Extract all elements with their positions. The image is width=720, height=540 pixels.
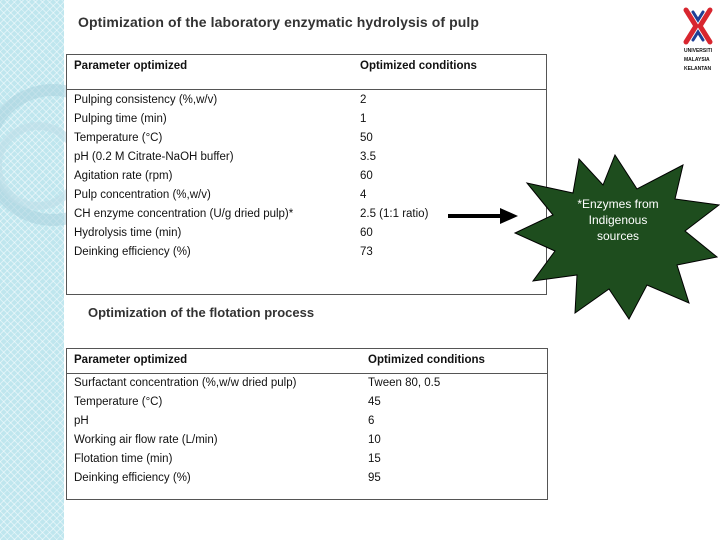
table-row xyxy=(67,246,546,265)
flotation-conditions-table xyxy=(66,348,548,500)
condition-cell: 2.5 (1:1 ratio) xyxy=(360,208,429,220)
parameter-cell: Agitation rate (rpm) xyxy=(74,170,173,182)
parameter-cell: Deinking efficiency (%) xyxy=(74,472,191,484)
parameter-cell: Hydrolysis time (min) xyxy=(74,227,182,239)
table-row xyxy=(67,227,546,246)
right-arrow-icon xyxy=(448,206,518,226)
column-header-parameter: Parameter optimized xyxy=(74,60,188,72)
parameter-cell: Surfactant concentration (%,w/w dried pulp) xyxy=(74,377,297,389)
callout-line: *Enzymes from xyxy=(577,197,659,211)
logo-text-line: UNIVERSITI xyxy=(684,48,713,54)
condition-cell: 73 xyxy=(360,246,373,258)
parameter-cell: Temperature (°C) xyxy=(74,132,163,144)
condition-cell: 60 xyxy=(360,170,373,182)
parameter-cell: pH (0.2 M Citrate-NaOH buffer) xyxy=(74,151,234,163)
condition-cell: 10 xyxy=(368,434,381,446)
table-header xyxy=(67,349,547,374)
table-row xyxy=(67,472,547,491)
parameter-cell: Pulping time (min) xyxy=(74,113,167,125)
table-row xyxy=(67,377,547,396)
callout-line: sources xyxy=(596,229,640,243)
table-header xyxy=(67,55,546,90)
parameter-cell: CH enzyme concentration (U/g dried pulp)* xyxy=(74,208,294,220)
parameter-cell: Deinking efficiency (%) xyxy=(74,246,191,258)
section-subtitle: Optimization of the flotation process xyxy=(88,305,315,320)
table-row xyxy=(67,415,547,434)
table-row xyxy=(67,132,546,151)
table-row xyxy=(67,113,546,132)
hydrolysis-conditions-table xyxy=(66,54,547,295)
condition-cell: 45 xyxy=(368,396,381,408)
parameter-cell: Working air flow rate (L/min) xyxy=(74,434,218,446)
parameter-cell: Temperature (°C) xyxy=(74,396,163,408)
condition-cell: 3.5 xyxy=(360,151,376,163)
condition-cell: 6 xyxy=(368,415,375,427)
logo-text-line: MALAYSIA xyxy=(684,57,710,63)
condition-cell: 15 xyxy=(368,453,381,465)
callout-text xyxy=(562,196,674,244)
condition-cell: 2 xyxy=(360,94,367,106)
condition-cell: 1 xyxy=(360,113,367,125)
condition-cell: 60 xyxy=(360,227,373,239)
parameter-cell: pH xyxy=(74,415,89,427)
table-row xyxy=(67,170,546,189)
condition-cell: 95 xyxy=(368,472,381,484)
table-row xyxy=(67,453,547,472)
logo-text-line: KELANTAN xyxy=(684,66,712,72)
parameter-cell: Pulping consistency (%,w/v) xyxy=(74,94,218,106)
condition-cell: 4 xyxy=(360,189,367,201)
condition-cell: Tween 80, 0.5 xyxy=(368,377,441,389)
parameter-cell: Flotation time (min) xyxy=(74,453,173,465)
decorative-side-strip xyxy=(0,0,64,540)
callout-line: Indigenous xyxy=(588,213,648,227)
column-header-conditions: Optimized conditions xyxy=(368,354,485,366)
column-header-parameter: Parameter optimized xyxy=(74,354,188,366)
table-row xyxy=(67,396,547,415)
parameter-cell: Pulp concentration (%,w/v) xyxy=(74,189,211,201)
slide-title: Optimization of the laboratory enzymatic hydrolysis of pulp xyxy=(78,14,480,30)
column-header-conditions: Optimized conditions xyxy=(360,60,477,72)
table-row xyxy=(67,94,546,113)
table-row xyxy=(67,434,547,453)
table-row xyxy=(67,151,546,170)
condition-cell: 50 xyxy=(360,132,373,144)
